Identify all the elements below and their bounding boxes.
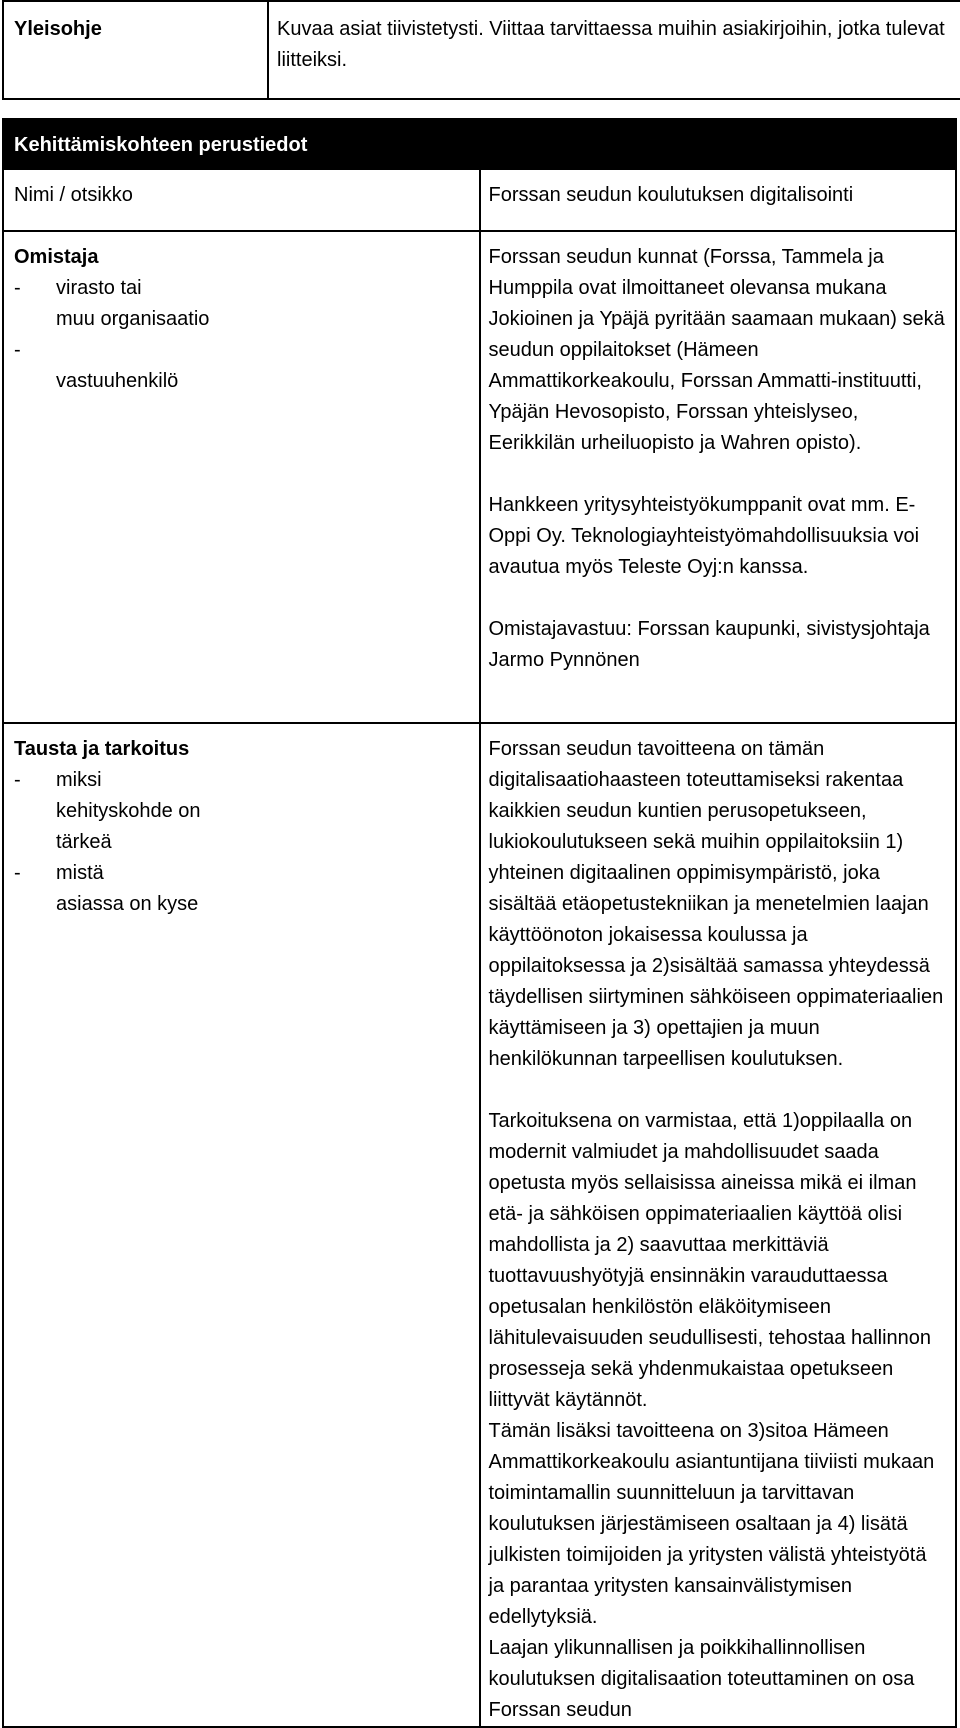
name-label: Nimi / otsikko [14,184,133,206]
basics-table [2,118,957,1728]
name-value-cell [480,169,957,231]
background-sub2: - mistä [14,862,104,884]
background-sub2-cont: asiassa on kyse [56,893,199,915]
background-paragraph-2b: Tämän lisäksi tavoitteena on 3)sitoa Hämeen Ammattikorkeakoulu asiantuntijana tiiviisti mukaan toimintamallin suunnitteluun ja tarvittavan koulutuksen järjestämiseen osaltaan ja 4) lisätä julkisten toimijoiden ja yritysten välistä yhteistyötä ja parantaa yritysten kansainvälistymisen edellytyksiä. [488,1420,935,1628]
basics-header: Kehittämiskohteen perustiedot [3,119,956,169]
name-label-cell [3,169,480,231]
owner-paragraph-1: Forssan seudun kunnat (Forssa, Tammela ja Humppila ovat ilmoittaneet olevansa mukana Jokioinen ja Ypäjä pyritään saamaan mukaan) sekä seudun oppilaitokset (Hämeen Ammattikorkeakoulu, Forssan Ammatti-instituutti, Ypäjän Hevosopisto, Forssan yhteislyseo, Eerikkilän urheiluopisto ja Wahren opisto). [488,246,945,454]
background-paragraph-1: Forssan seudun tavoitteena on tämän digitalisaatiohaasteen toteuttamiseksi rakentaa kaikkien seudun kuntien perusopetukseen, lukiokoulutukseen sekä muihin oppilaitoksiin 1) yhteinen digitaalinen oppimisympäristö, joka sisältää etäopetustekniikan ja menetelmien laajan käyttöönoton jokaisessa koulussa ja oppilaitoksessa ja 2)sisältää samassa yhteydessä täydellisen siirtyminen sähköiseen oppimateriaalien käyttämiseen ja 3) opettajien ja muun henkilökunnan tarpeellisen koulutuksen. [488,738,944,1070]
owner-sub1: - virasto tai [14,277,142,299]
background-value-cell [480,723,957,1727]
owner-value-cell [480,231,957,723]
background-paragraph-2a: Tarkoituksena on varmistaa, että 1)oppilaalla on modernit valmiudet ja mahdollisuudet saada opetusta myös sellaisissa aineissa mikä ei ilman etä- ja sähköisen oppimateriaalien käyttöä olisi mahdollista ja 2) saavuttaa merkittäviä tuottavuushyötyjä ensinnäkin varauduttaessa opetusalan henkilöstön eläköitymiseen lähitulevaisuuden seudullisesti, tehostaa hallinnon prosesseja sekä yhdenmukaistaa opetukseen liittyvät käytännöt. [488,1110,932,1411]
background-label: Tausta ja tarkoitus [14,738,190,760]
owner-label: Omistaja [14,246,99,268]
background-sub1-cont2: tärkeä [56,831,112,853]
owner-sub2-dash: - [14,339,21,361]
background-sub1-cont1: kehityskohde on [56,800,201,822]
general-label: Yleisohje [3,1,268,99]
owner-label-cell [3,231,480,723]
owner-paragraph-2: Hankkeen yritysyhteistyökumppanit ovat mm. E-Oppi Oy. Teknologiayhteistyömahdollisuuksia voi avautua myös Teleste Oyj:n kanssa. [488,494,920,578]
owner-sub2: vastuuhenkilö [56,370,179,392]
general-instructions-table [2,0,960,100]
background-sub1: - miksi [14,769,102,791]
background-label-cell [3,723,480,1727]
owner-paragraph-3: Omistajavastuu: Forssan kaupunki, sivistysjohtaja Jarmo Pynnönen [488,618,930,671]
name-value: Forssan seudun koulutuksen digitalisointi [488,184,854,206]
background-paragraph-2c: Laajan ylikunnallisen ja poikkihallinnollisen koulutuksen digitalisaation toteuttaminen on osa Forssan seudun [488,1637,915,1721]
general-text: Kuvaa asiat tiivistetysti. Viittaa tarvittaessa muihin asiakirjoihin, jotka tulevat liitteiksi. [268,1,960,99]
owner-sub1-cont: muu organisaatio [56,308,210,330]
